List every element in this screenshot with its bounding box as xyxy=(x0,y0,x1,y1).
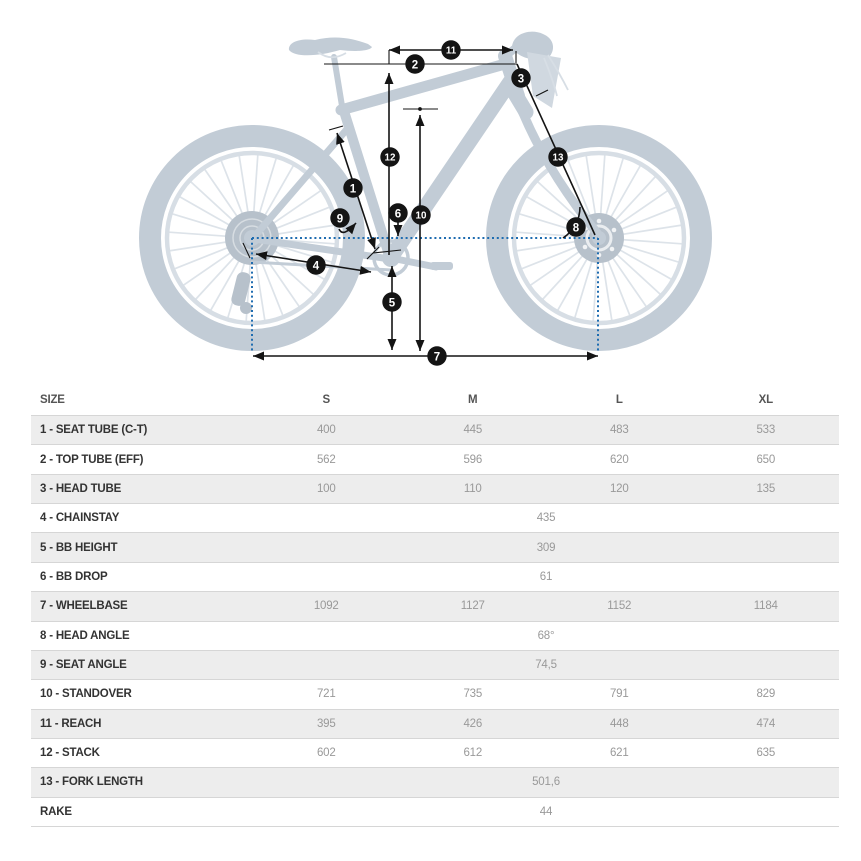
row-value: 791 xyxy=(609,688,629,701)
row-value: 426 xyxy=(463,717,483,730)
table-row xyxy=(31,679,839,708)
table-row xyxy=(31,532,839,561)
geometry-table xyxy=(31,384,839,827)
table-row xyxy=(31,621,839,650)
row-value: 1127 xyxy=(460,600,485,613)
row-label: 6 - BB DROP xyxy=(40,570,108,583)
row-value-merged: 435 xyxy=(536,512,556,525)
header-col-XL: XL xyxy=(758,393,773,406)
svg-text:6: 6 xyxy=(394,208,402,221)
saddle xyxy=(289,37,372,55)
bike-silhouette xyxy=(150,32,701,340)
row-label: 10 - STANDOVER xyxy=(40,688,132,701)
table-row xyxy=(31,767,839,796)
marker-4 xyxy=(306,255,325,274)
row-value: 1184 xyxy=(753,600,778,613)
marker-9 xyxy=(330,208,349,227)
table-row xyxy=(31,591,839,620)
row-value: 596 xyxy=(463,453,483,466)
table-row xyxy=(31,415,839,444)
svg-text:9: 9 xyxy=(336,213,344,226)
header-col-L: L xyxy=(615,393,623,406)
row-value-merged: 44 xyxy=(539,805,553,818)
table-header xyxy=(31,384,839,415)
row-value: 620 xyxy=(609,453,629,466)
marker-12 xyxy=(380,147,399,166)
row-value-merged: 61 xyxy=(539,570,553,583)
marker-8 xyxy=(566,217,585,236)
row-value: 721 xyxy=(316,688,336,701)
svg-text:4: 4 xyxy=(312,260,320,273)
row-label: 9 - SEAT ANGLE xyxy=(40,659,127,672)
row-value: 474 xyxy=(756,717,776,730)
table-row xyxy=(31,797,839,826)
svg-text:7: 7 xyxy=(433,351,441,364)
row-value: 483 xyxy=(609,424,629,437)
row-value: 735 xyxy=(463,688,483,701)
row-value: 533 xyxy=(756,424,776,437)
row-label: 1 - SEAT TUBE (C-T) xyxy=(40,424,148,437)
table-body xyxy=(31,415,839,826)
row-value-merged: 74,5 xyxy=(535,659,557,672)
header-col-S: S xyxy=(322,393,330,406)
row-label: 7 - WHEELBASE xyxy=(40,600,128,613)
svg-text:1: 1 xyxy=(349,183,357,196)
marker-2 xyxy=(405,54,424,73)
table-row xyxy=(31,503,839,532)
marker-7 xyxy=(427,346,446,365)
marker-1 xyxy=(343,178,362,197)
header-size: SIZE xyxy=(40,393,65,406)
table-row xyxy=(31,562,839,591)
row-label: RAKE xyxy=(40,805,72,818)
svg-text:2: 2 xyxy=(411,59,419,72)
top-tube xyxy=(341,64,505,110)
row-label: 4 - CHAINSTAY xyxy=(40,512,120,525)
row-label: 11 - REACH xyxy=(40,717,102,730)
svg-text:8: 8 xyxy=(572,222,580,235)
svg-text:11: 11 xyxy=(445,45,457,57)
svg-text:13: 13 xyxy=(552,152,564,164)
row-value: 602 xyxy=(316,747,336,760)
row-label: 8 - HEAD ANGLE xyxy=(40,629,130,642)
row-label: 3 - HEAD TUBE xyxy=(40,482,122,495)
row-value: 1152 xyxy=(607,600,632,613)
bike-geometry-diagram xyxy=(0,0,861,380)
marker-5 xyxy=(382,292,401,311)
table-row xyxy=(31,444,839,473)
row-value: 395 xyxy=(316,717,336,730)
row-value: 650 xyxy=(756,453,776,466)
row-value-merged: 309 xyxy=(536,541,556,554)
row-value: 120 xyxy=(609,482,629,495)
table-row xyxy=(31,738,839,767)
marker-11 xyxy=(441,40,460,59)
row-value: 448 xyxy=(609,717,629,730)
row-value: 445 xyxy=(463,424,483,437)
row-value: 110 xyxy=(463,482,482,495)
row-value: 621 xyxy=(609,747,629,760)
row-label: 2 - TOP TUBE (EFF) xyxy=(40,453,144,466)
crank-arm xyxy=(391,258,436,267)
header-col-M: M xyxy=(468,393,478,406)
row-value-merged: 501,6 xyxy=(532,776,560,789)
marker-3 xyxy=(511,68,530,87)
svg-text:5: 5 xyxy=(388,297,396,310)
row-value: 829 xyxy=(756,688,776,701)
row-value-merged: 68° xyxy=(537,629,555,642)
marker-10 xyxy=(411,205,430,224)
table-row xyxy=(31,650,839,679)
row-value: 562 xyxy=(316,453,336,466)
pedal xyxy=(430,262,453,270)
row-label: 12 - STACK xyxy=(40,747,100,760)
row-label: 5 - BB HEIGHT xyxy=(40,541,118,554)
row-label: 13 - FORK LENGTH xyxy=(40,776,143,789)
row-value: 100 xyxy=(316,482,336,495)
seat-post xyxy=(334,57,343,112)
svg-text:3: 3 xyxy=(517,73,525,86)
row-value: 400 xyxy=(316,424,336,437)
head-plate xyxy=(527,52,561,108)
table-row xyxy=(31,709,839,738)
table-row xyxy=(31,474,839,503)
marker-13 xyxy=(548,147,567,166)
svg-text:12: 12 xyxy=(384,152,396,164)
row-value: 635 xyxy=(756,747,776,760)
row-value: 612 xyxy=(463,747,483,760)
svg-text:10: 10 xyxy=(415,210,427,222)
row-value: 135 xyxy=(756,482,776,495)
row-value: 1092 xyxy=(313,600,339,613)
marker-6 xyxy=(388,203,407,222)
